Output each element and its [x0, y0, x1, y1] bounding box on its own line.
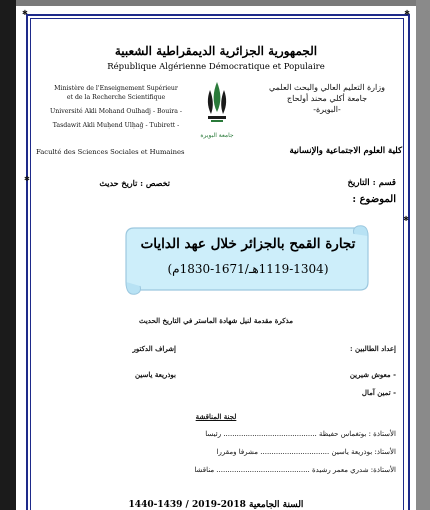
committee-member-row [36, 466, 396, 474]
specialty-value: : تاريخ حديث [99, 178, 144, 188]
specialty-label: تخصص [145, 178, 170, 188]
city-arabic: -البويرة- [313, 105, 341, 114]
committee-dots: .......................................... [223, 430, 317, 438]
ministry-line-1: Ministère de l'Enseignement Supérieur [54, 85, 178, 92]
student-name-1: - معوش شيرين [349, 370, 396, 379]
viewer-background [416, 0, 430, 510]
ministry-line-2: et de la Recherche Scientifique [66, 94, 166, 101]
dark-page-edge [0, 0, 16, 510]
subject-label: الموضوع : [352, 194, 396, 205]
committee-member-row [36, 430, 396, 438]
title-scroll-banner [122, 222, 372, 298]
supervisor-label: إشراف الدكتور [132, 344, 176, 353]
faculty-arabic: كلية العلوم الاجتماعية والإنسانية [289, 146, 402, 156]
republic-arabic: الجمهورية الجزائرية الديمقراطية الشعبية [114, 44, 318, 58]
committee-member-name: الأستاذة: شدري معمر رشيدة [312, 466, 396, 474]
committee-member-role: رئيسا [205, 430, 222, 438]
ministry-arabic: وزارة التعليم العالي والبحث العلمي [269, 83, 385, 92]
committee-member-role: مشرفا ومقررا [216, 448, 259, 456]
university-logo-icon [202, 78, 232, 136]
department-line [286, 178, 396, 188]
thesis-title: تجارة القمح بالجزائر خلال عهد الدايات [140, 236, 356, 252]
specialty-line [50, 178, 170, 188]
corner-star-icon: ✱ [404, 9, 410, 17]
committee-title: لجنة المناقشة [195, 412, 237, 421]
faculty-french: Faculté des Sciences Sociales et Humaines [36, 148, 185, 156]
committee-member-row [36, 448, 396, 456]
french-institution-block [36, 84, 196, 130]
department-label: قسم [378, 178, 396, 188]
supervisor-name: بوذريعة ياسين [135, 370, 176, 379]
document-page [16, 6, 416, 510]
committee-member-role: مناقشا [194, 466, 215, 474]
arabic-institution-block [252, 82, 402, 115]
committee-member-name: الأستاذة : بوتغماس حفيظة [319, 430, 396, 438]
university-line-1: Université Akli Mohand Oulhadj - Bouira - [50, 108, 182, 115]
student-name-2: - تمين آمال [361, 388, 396, 397]
students-label: إعداد الطالبين : [350, 344, 396, 353]
thesis-note: مذكرة مقدمة لنيل شهادة الماستر في التاريخ الحديث [138, 316, 294, 325]
university-line-2: Tasdawit Akli Muḥend Ulḥağ - Tubirett - [52, 122, 180, 129]
logo-caption: جامعة البويرة [200, 132, 234, 139]
department-value: : التاريخ [347, 178, 376, 188]
committee-dots: .......................................... [216, 466, 310, 474]
university-arabic: جامعة أكلي محند أولحاج [286, 94, 368, 103]
committee-member-name: الأستاذ: بوذريعة ياسين [331, 448, 396, 456]
side-star-icon: ✱ [403, 215, 409, 223]
corner-star-icon: ✱ [22, 9, 28, 17]
side-star-icon: ✱ [24, 175, 30, 183]
thesis-dates: (1119-1304هـ/1671-1830م) [167, 262, 329, 276]
scroll-shape [122, 222, 372, 298]
republic-french: République Algérienne Démocratique et Populaire [107, 62, 325, 72]
academic-year: السنة الجامعية 2018-2019 / 1439-1440 [128, 500, 304, 510]
committee-dots: ............................... [260, 448, 330, 456]
